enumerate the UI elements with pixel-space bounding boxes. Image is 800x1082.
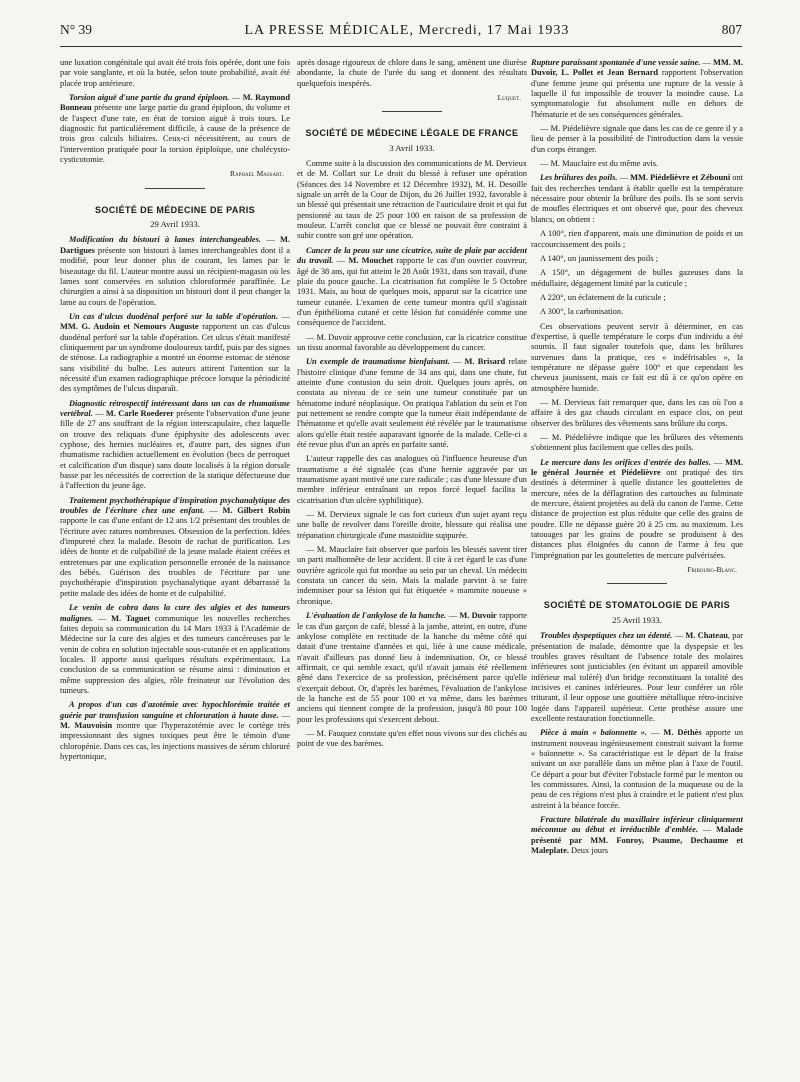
paragraph: après dosage rigoureux de chlore dans le sang, amènent une diurèse abondante, la chute de l'urée du sang et donnent des résultats quelquefois inespérés. [297, 58, 527, 88]
article-text: présente l'observation d'une jeune fille de 27 ans souffrant de la région interscapulaire, chez laquelle on trouve des reliquats d'une épiphysite des adolescents avec cyphose, des hernies nucléaires et, d'autre part, des signes d'un rhumatisme rachidien actuellement en évolution (becs de perroquet et calcification d'un disque) sans doute localisés à la région dorsale basse par les nécessités de correction de la statique défectueuse due à l'affection du jeune âge. [60, 408, 290, 491]
article: Torsion aiguë d'une partie du grand épiploon. — M. Raymond Bonneau présente une large partie du grand épiploon, du volume et de l'aspect d'une rate, en état de torsion aiguë à trois tours. Le diagnostic fut particulièrement difficile, à cause de la présence de trois gros calculs biliaires. Ceux-ci nécessitèrent, au cours de l'intervention pratiquée pour la torsion épiploïque, une cholécysto-cysticotomie. [60, 93, 290, 165]
session-date: 25 Avril 1933. [612, 614, 662, 625]
paragraph: — M. Dervieux fait remarquer que, dans les cas où l'on a affaire à des gaz chauds circulant en espace clos, on peut observer des brûlures des vêtements sans brûlure du corps. [531, 397, 743, 428]
article-author: MM. Piédelièvre et Zébouni [630, 173, 731, 183]
article-title: Torsion aiguë d'une partie du grand épiploon. [69, 93, 230, 103]
article-text: ont fait des recherches tendant à établir quelle est la température nécessaire pour obtenir la brûlure des poils. Ils se sont servis de moufles électriques et ont observé que, pour des cheveux blancs, on obtient : [531, 173, 744, 224]
article-author: M. Dartigues [60, 235, 290, 255]
society-heading: SOCIÉTÉ DE MÉDECINE LÉGALE DE FRANCE [305, 128, 519, 139]
article-author: M. Mauvoisin [60, 720, 113, 730]
paragraph: — M. Piédelièvre indique que les brûlures des vêtements s'obtiennent plus facilement que celles des poils. [531, 433, 743, 453]
signature: Raphael Massart. [229, 169, 284, 179]
article-title: Rupture paraissant spontanée d'une vessie saine. [531, 58, 701, 67]
session-date: 29 Avril 1933. [150, 219, 200, 230]
article-author: MM. G. Audoin et Nemours Auguste [60, 322, 199, 332]
article-title: Pièce à main « baïonnette ». [540, 728, 648, 738]
paragraph: — M. Fauquez constate qu'en effet nous vivons sur des clichés au point de vue des barèmes. [297, 728, 527, 749]
article: Diagnostic rétrospectif intéressant dans un cas de rhumatisme vertébral. — M. Carle Roederer présente l'observation d'une jeune fille de 27 ans souffrant de la région interscapulaire, chez laquelle on trouve des reliquats d'une épiphysite des adolescents avec cyphose, des hernies nucléaires et, d'autre part, des signes d'un rhumatisme rachidien actuellement en évolution (becs de perroquet et calcification d'un disque) sans doute localisés à la région dorsale basse par les nécessités de correction de la statique défectueuse due à l'affection du jeune âge. [60, 398, 290, 491]
article-text: ont pratiqué des tirs destinés à déterminer à quelle distance les gouttelettes de mercure, nées de la déflagration des cartouches au fulminate de mercure, étaient projetées au delà du canon de l'arme. Cette distance de projection est plus réduite que celle des grains de poudre. Elle ne dépasse guère 20 à 25 cm. au maximum. Les tatouages par les grains de poudre se produisent à des distances plus éloignées du canon de l'arme à feu que l'imprégnation par les gouttelettes de mercure pulvérisées. [531, 468, 743, 560]
article-text: rapportent un cas d'ulcus duodénal perforé sur la table d'opération. Cet ulcus s'était manifesté cliniquement par un syndrome douloureux tardif, puis par des signes de sténose. La radiographie a montré un énorme estomac de sténose sans visibilité du bulbe. Les auteurs attirent l'attention sur la nécessité d'un examen radiographique précoce lorsque la périodicité des symptômes de l'ulcus disparaît. [60, 322, 290, 394]
column-2 [297, 58, 527, 754]
article-title: Fracture bilatérale du maxillaire inférieur cliniquement méconnue au début et irréductible d'emblée. [531, 815, 743, 835]
list-item: A 220°, un éclatement de la cuticule ; [540, 292, 666, 302]
article-author: MM. le général Journée et Piédelièvre [531, 457, 744, 478]
page-number: 807 [721, 22, 742, 37]
article-author: M. Déthès [663, 728, 702, 738]
list-item: A 150°, un dégagement de bulles gazeuses dans la médullaire, dégagement limité par la cuticule ; [531, 268, 743, 288]
article-text: rapporte le cas d'une enfant de 12 ans 1/2 présentant des troubles de l'écriture avec ratures nombreuses. Obsession de la perfection. Idées d'impureté chez la malade. Besoin de rachat de purification. Les idées de honte et de culpabilité de la jeune malade étaient créées et entretenues par une explication personnelle erronée de la naissance des bébés. Guérison des troubles de l'écriture par une psychothérapie d'inspiration psychanalytique ayant débarrassé la petite malade des idées de honte et de culpabilité. [60, 516, 290, 598]
article-author: Malade présenté par MM. Fonroy, Psaume, Dechaume et Maleplate. [531, 825, 744, 856]
column-3 [531, 58, 743, 860]
list-item: A 100°, rien d'apparent, mais une diminution de poids et un raccourcissement des poils ; [531, 229, 743, 249]
list-item: A 140°, un jaunissement des poils ; [540, 253, 659, 263]
article-text: rapporte le cas d'un ouvrier couvreur, âgé de 38 ans, qui fut atteint le 28 Août 1931, dans son travail, d'une plaie du pouce gauche. La cicatrisation fut complète le 5 Octobre 1931. Mais, au bout de quelques mois, apparut sur la cicatrice une tumeur cutanée. L'examen de cette tumeur montra qu'il s'agissait d'un épithélioma cutané et cette lésion fut considérée comme une conséquence de l'accident. [297, 256, 527, 328]
article-title: Le mercure dans les orifices d'entrée des balles. [540, 457, 711, 467]
article: Modification du bistouri à lames interchangeables. — M. Dartigues présente son bistouri à lames interchangeables dont il a modifié, pour leur donner plus de courant, les lames par le biseautage du fil. L'auteur montre aussi un récipient-magasin où les lames sont conservées en solution chloroformée paraffinée. Le chirurgien a ainsi à sa disposition un bistouri dont il peut changer la lame au cours de l'opération. [60, 235, 290, 307]
column-1 [60, 58, 290, 766]
article: Rupture paraissant spontanée d'une vessie saine. — MM. M. Duvoir, L. Pollet et Jean Bernard rapportent l'observation d'une femme jeune qui présenta une rupture de la vessie à laquelle il fut impossible de trouver la moindre cause. La symptomatologie fut absolument nulle en dehors de l'hématurie et de ses conséquences générales. [531, 58, 744, 119]
article-title: Modification du bistouri à lames interchangeables. [69, 235, 261, 245]
article: Le mercure dans les orifices d'entrée des balles. — MM. le général Journée et Piédelièvre ont pratiqué des tirs destinés à déterminer à quelle distance les gouttelettes de mercure, nées de la déflagration des cartouches au fulminate de mercure, étaient projetées au delà du canon de l'arme. Cette distance de projection est plus réduite que celle des grains de poudre. Elle ne dépasse guère 20 à 25 cm. au maximum. Les tatouages par les grains de poudre se produisent à des distances plus éloignées du canon de l'arme à feu que l'imprégnation par les gouttelettes de mercure pulvérisées. [531, 457, 744, 560]
article-text: présente son bistouri à lames interchangeables dont il a modifié, pour leur donner plus de courant, les lames par le biseautage du fil. L'auteur montre aussi un récipient-magasin où les lames sont conservées en solution chloroformée paraffinée. Le chirurgien a ainsi à sa disposition un bistouri dont il peut changer la lame au cours de l'opération. [60, 245, 290, 307]
article-text: rapporte le cas d'un garçon de café, blessé à la jambe, atteint, en outre, d'une ankylose complète en rectitude de la hanche du même côté qui datait d'une trentaine d'années et qui, liée à une cause médicale, n'avait d'ailleurs pas donné lieu à indemnisation. Or, ce blessé affirmait, ce qui semble exact, qu'il n'avait jamais été réellement gêné dans l'exercice de sa profession, précisément parce qu'elle s'exerçait debout. Or, d'après les barèmes, l'évaluation de l'ankylose de la hanche est de 55 pour 100 et va même, dans les barèmes anciens qui tiennent compte de la profession, jusqu'à 80 pour 100 pour les professions qui s'exercent debout. [297, 611, 527, 724]
article-title: L'évaluation de l'ankylose de la hanche. [306, 611, 447, 621]
article-title: A propos d'un cas d'azotémie avec hypochlorémie traitée et guérie par transfusion sanguine et chloruration à haute dose. [60, 700, 290, 720]
article-author: M. Raymond Bonneau [60, 93, 290, 113]
journal-title: LA PRESSE MÉDICALE, Mercredi, 17 Mai 1933 [244, 23, 570, 38]
paragraph: — M. Piédelièvre signale que dans les cas de ce genre il y a lieu de penser à la possibilité de l'introduction dans la vessie d'un corps étranger. [531, 124, 743, 154]
article-title: Troubles dyspeptiques chez un édenté. [540, 631, 673, 641]
article: Traitement psychothérapique d'inspiration psychanalytique des troubles de l'écriture chez une enfant. — M. Gilbert Robin rapporte le cas d'une enfant de 12 ans 1/2 présentant des troubles de l'écriture avec ratures nombreuses. Obsession de la perfection. Idées d'impureté chez la malade. Besoin de rachat de purification. Les idées de honte et de culpabilité de la jeune malade étaient créées et entretenues par une explication personnelle erronée de la naissance des bébés. Guérison des troubles de l'écriture par une psychothérapie d'inspiration psychanalytique ayant débarrassé la petite malade des idées de honte et de culpabilité. [60, 495, 291, 598]
article-author: M. Carle Roederer [105, 408, 174, 418]
article-title: Un exemple de traumatisme bienfaisant. [306, 357, 450, 367]
divider [145, 188, 205, 189]
paragraph: Ces observations peuvent servir à déterminer, en cas d'expertise, à quelle température le corps d'un individu a été soumis. Il faut signaler toutefois que, dans les brûlures survenues dans la pratique, ces « indéfrisables », la température ne dépasse guère 100° et que cependant les cheveux jaunissent, mais ce fait est dû à ce qu'on opère en atmosphère humide. [531, 321, 743, 393]
list-item: A 300°, la carbonisation. [540, 307, 624, 317]
article-author: MM. M. Duvoir, L. Pollet et Jean Bernard [531, 58, 744, 78]
article-text: apporte un instrument nouveau ingénieusement construit suivant la forme « baïonnette ». Sa caractéristique est le départ de la fraise suivant un axe parallèle dans un même plan à l'axe de l'outil. Ce départ a pour but d'éviter l'obstacle formé par le menton ou les commissures. Ainsi, la contusion de la muqueuse ou de la peau de ces régions n'est plus à craindre et le patient n'est plus astreint à la béance forcée. [531, 728, 744, 810]
society-heading: SOCIÉTÉ DE STOMATOLOGIE DE PARIS [543, 600, 731, 611]
article-title: Traitement psychothérapique d'inspiration psychanalytique des troubles de l'écriture chez une enfant. [60, 495, 290, 516]
article: Le venin de cobra dans la cure des algies et des tumeurs malignes. — M. Taguet communique les nouvelles recherches faites depuis sa communication du 14 Mars 1933 à l'Académie de Médecine sur la cure des algies et des tumeurs cancéreuses par le venin de cobra en solution injectable sous-cutanée et en applications locales. Il apporte aussi quelques résultats expérimentaux. La conclusion de sa communication se résume ainsi : diminution et même suppression des algies, rôle freinateur sur l'évolution des tumeurs. [60, 603, 291, 695]
divider [607, 583, 667, 584]
article: Cancer de la peau sur une cicatrice, suite de plaie par accident du travail. — M. Mouchet rapporte le cas d'un ouvrier couvreur, âgé de 38 ans, qui fut atteint le 28 Août 1931, dans son travail, d'une plaie du pouce gauche. La cicatrisation fut complète le 5 Octobre 1931. Mais, au bout de quelques mois, apparut sur la cicatrice une tumeur cutanée. L'examen de cette tumeur montra qu'il s'agissait d'un épithélioma cutané et cette lésion fut considérée comme une conséquence de l'accident. [297, 245, 527, 328]
divider [382, 111, 442, 112]
article: A propos d'un cas d'azotémie avec hypochlorémie traitée et guérie par transfusion sanguine et chloruration à haute dose. — M. Mauvoisin montre que l'hyperazotémie avec le cortège très impressionnant des signes toxiques peut être le témoin d'une chloropénie. Dans ces cas, les injections massives de sérum chloruré hypertonique, [60, 700, 291, 761]
signature: Luquet. [497, 93, 521, 103]
article-title: Les brûlures des poils. [540, 173, 618, 183]
article-text: , par présentation de malade, démontre que la dyspepsie et les troubles graves résultant de l'absence totale des molaires inférieures sont justiciables (en évitant un appareil amovible inférieur mal toléré) d'un bridge reconstituant la totalité des incisives et canines inférieures. Pour leur conférer un rôle triturant, il leur oppose une gouttière métallique rétro-incisive logée dans l'appareil supérieur. Cette prothèse assure une excellente restauration fonctionnelle. [531, 631, 744, 723]
article-text: Deux jours [568, 846, 608, 856]
article: Les brûlures des poils. — MM. Piédelièvre et Zébouni ont fait des recherches tendant à établir quelle est la température nécessaire pour obtenir la brûlure des poils. Ils se sont servis de moufles électriques et ont observé que, pour des cheveux blancs, on obtient : [531, 173, 744, 224]
article: Pièce à main « baïonnette ». — M. Déthès apporte un instrument nouveau ingénieusement construit suivant la forme « baïonnette ». Sa caractéristique est le départ de la fraise suivant un axe parallèle dans un même plan à l'axe de l'outil. Ce départ a pour but d'éviter l'obstacle formé par le menton ou les commissures. Ainsi, la contusion de la muqueuse ou de la peau de ces régions n'est plus à craindre et le patient n'est plus astreint à la béance forcée. [531, 728, 744, 810]
masthead [60, 22, 742, 47]
paragraph: — M. Mauclaire est du même avis. [540, 159, 659, 169]
article-title: Un cas d'ulcus duodénal perforé sur la table d'opération. [69, 311, 279, 321]
article-text: relate l'histoire clinique d'une femme de 34 ans qui, dans une chute, fut atteinte d'une contusion du sein droit. Quelques jours après, on constata au niveau de ce sein une tumeur constituée par un hématome induré néoplasique. On pratiqua l'ablation du sein et l'on put nettement se rendre compte que la tumeur était indépendante de l'hématome et qu'elle avait seulement été révélée par le traumatisme alors qu'elle était restée auparavant ignorée de la malade. Celle-ci a été revue plus d'un an après en parfaite santé. [297, 357, 527, 449]
society-heading: SOCIÉTÉ DE MÉDECINE DE PARIS [94, 204, 256, 215]
article: Fracture bilatérale du maxillaire inférieur cliniquement méconnue au début et irréductible d'emblée. — Malade présenté par MM. Fonroy, Psaume, Dechaume et Maleplate. Deux jours [531, 815, 744, 856]
signature: Fribourg-Blanc. [687, 565, 737, 575]
session-date: 3 Avril 1933. [389, 142, 435, 153]
paragraph: — M. Mauclaire fait observer que parfois les blessés savent tirer un parti malhonnête de leur accident. Il cite à cet égard le cas d'une ouvrière agricole qui fut mordue au sein par un cheval. Un médecin constata un cancer du sein. Mais la malade parvint à se faire indemniser pour sa lésion qui fut étiquetée « mammite noueuse » chronique. [297, 545, 527, 606]
paragraph: — M. Dervieux signale le cas fort curieux d'un sujet ayant reçu une balle de revolver dans l'oreille droite, blessure qui réalisa une trépanation chirurgicale d'une mastoïdite suppurée. [297, 510, 527, 540]
article-author: M. Gilbert Robin [222, 506, 291, 516]
article-author: M. Duvoir [459, 611, 497, 621]
article: L'évaluation de l'ankylose de la hanche. — M. Duvoir rapporte le cas d'un garçon de café, blessé à la jambe, atteint, en outre, d'une ankylose complète en rectitude de la hanche du même côté qui datait d'une trentaine d'années et qui, liée à une cause médicale, n'avait d'ailleurs pas donné lieu à indemnisation. Or, ce blessé affirmait, ce qui semble exact, qu'il n'avait jamais été réellement gêné dans l'exercice de sa profession, précisément parce qu'elle s'exerçait debout. Or, d'après les barèmes, l'évaluation de l'ankylose de la hanche est de 55 pour 100 et va même, dans les barèmes anciens qui tiennent compte de la profession, jusqu'à 80 pour 100 pour les professions qui s'exercent debout. [297, 611, 527, 724]
article-title: Le venin de cobra dans la cure des algies et des tumeurs malignes. [60, 603, 290, 623]
paragraph: Comme suite à la discussion des communications de M. Dervieux et de M. Collart sur Le droit du blessé à refuser une opération (Séances des 14 Novembre et 12 Décembre 1932), M. H. Desoille signale un arrêt de la Cour de Dijon, du 26 Juillet 1932, favorable à un blessé qui présentait une rétraction de l'auriculaire droit et qui fut pensionné au taux de 25 pour 100 en raison de sa profession de mouleur. L'arrêt conclut que ce blessé ne pouvait être contraint à subir contre son gré une opération. [297, 159, 527, 241]
article-author: M. Brisard [464, 357, 506, 367]
article-title: Diagnostic rétrospectif intéressant dans un cas de rhumatisme vertébral. [60, 398, 290, 418]
article-author: M. Chateau [685, 631, 728, 641]
article: Troubles dyspeptiques chez un édenté. — M. Chateau, par présentation de malade, démontre que la dyspepsie et les troubles graves résultant de l'absence totale des molaires inférieures sont justiciables (en évitant un appareil amovible inférieur mal toléré) d'un bridge reconstituant la totalité des incisives et canines inférieures. Pour leur conférer un rôle triturant, il leur oppose une gouttière métallique rétro-incisive logée dans l'appareil supérieur. Cette prothèse assure une excellente restauration fonctionnelle. [531, 631, 744, 723]
article-author: M. Mouchet [348, 256, 394, 266]
paragraph: une luxation congénitale qui avait été trois fois opérée, dont une fois par voie sanglante, et où la butée, selon toute probabilité, avait été placée trop antérieure. [60, 58, 290, 88]
article-title: Cancer de la peau sur une cicatrice, suite de plaie par accident du travail. [297, 245, 527, 266]
paragraph: L'auteur rappelle des cas analogues où l'influence heureuse d'un traumatisme a été signalée (cas d'une hernie aggravée par un traumatisme ayant motivé une cure radicale ; cas d'une blessure d'un membre inférieur entraînant un repos forcé lequel facilita la cicatrisation d'un ulcère syphilitique). [297, 454, 527, 505]
article-text: communique les nouvelles recherches faites depuis sa communication du 14 Mars 1933 à l'Académie de Médecine sur la cure des algies et des tumeurs cancéreuses par le venin de cobra en solution injectable sous-cutanée et en applications locales. Il apporte aussi quelques résultats expérimentaux. La conclusion de sa communication se résume ainsi : diminution et même suppression des algies, rôle freinateur sur l'évolution des tumeurs. [60, 613, 291, 695]
article: Un cas d'ulcus duodénal perforé sur la table d'opération. — MM. G. Audoin et Nemours Auguste rapportent un cas d'ulcus duodénal perforé sur la table d'opération. Cet ulcus s'était manifesté cliniquement par un syndrome douloureux tardif, puis par des signes de sténose. La radiographie a montré un énorme estomac de sténose sans visibilité du bulbe. Les auteurs attirent l'attention sur la nécessité d'un examen radiographique précoce lorsque la périodicité des symptômes de l'ulcus disparaît. [60, 311, 291, 394]
article-text: présente une large partie du grand épiploon, du volume et de l'aspect d'une rate, en état de torsion aiguë à trois tours. Le diagnostic fut particulièrement difficile, à cause de la présence de trois gros calculs biliaires. Ceux-ci nécessitèrent, au cours de l'intervention pratiquée pour la torsion épiploïque, une cholécysto-cysticotomie. [60, 103, 290, 165]
article: Un exemple de traumatisme bienfaisant. — M. Brisard relate l'histoire clinique d'une femme de 34 ans qui, dans une chute, fut atteinte d'une contusion du sein droit. Quelques jours après, on constata au niveau de ce sein une tumeur constituée par un hématome induré néoplasique. On pratiqua l'ablation du sein et l'on put nettement se rendre compte que la tumeur était indépendante de l'hématome et qu'elle avait seulement été révélée par le traumatisme alors qu'elle était restée auparavant ignorée de la malade. Celle-ci a été revue plus d'un an après en parfaite santé. [297, 357, 527, 449]
article-author: M. Taguet [111, 613, 151, 623]
article-text: rapportent l'observation d'une femme jeune qui présenta une rupture de la vessie à laquelle il fut impossible de trouver la moindre cause. La symptomatologie fut absolument nulle en dehors de l'hématurie et de ses conséquences générales. [531, 68, 743, 119]
issue-number: N° 39 [60, 22, 93, 37]
article-text: montre que l'hyperazotémie avec le cortège très impressionnant des signes toxiques peut être le témoin d'une chloropénie. Dans ces cas, les injections massives de sérum chloruré hypertonique, [60, 720, 291, 761]
paragraph: — M. Duvoir approuve cette conclusion, car la cicatrice constitue un tissu anormal favorable au développement du cancer. [297, 332, 527, 352]
